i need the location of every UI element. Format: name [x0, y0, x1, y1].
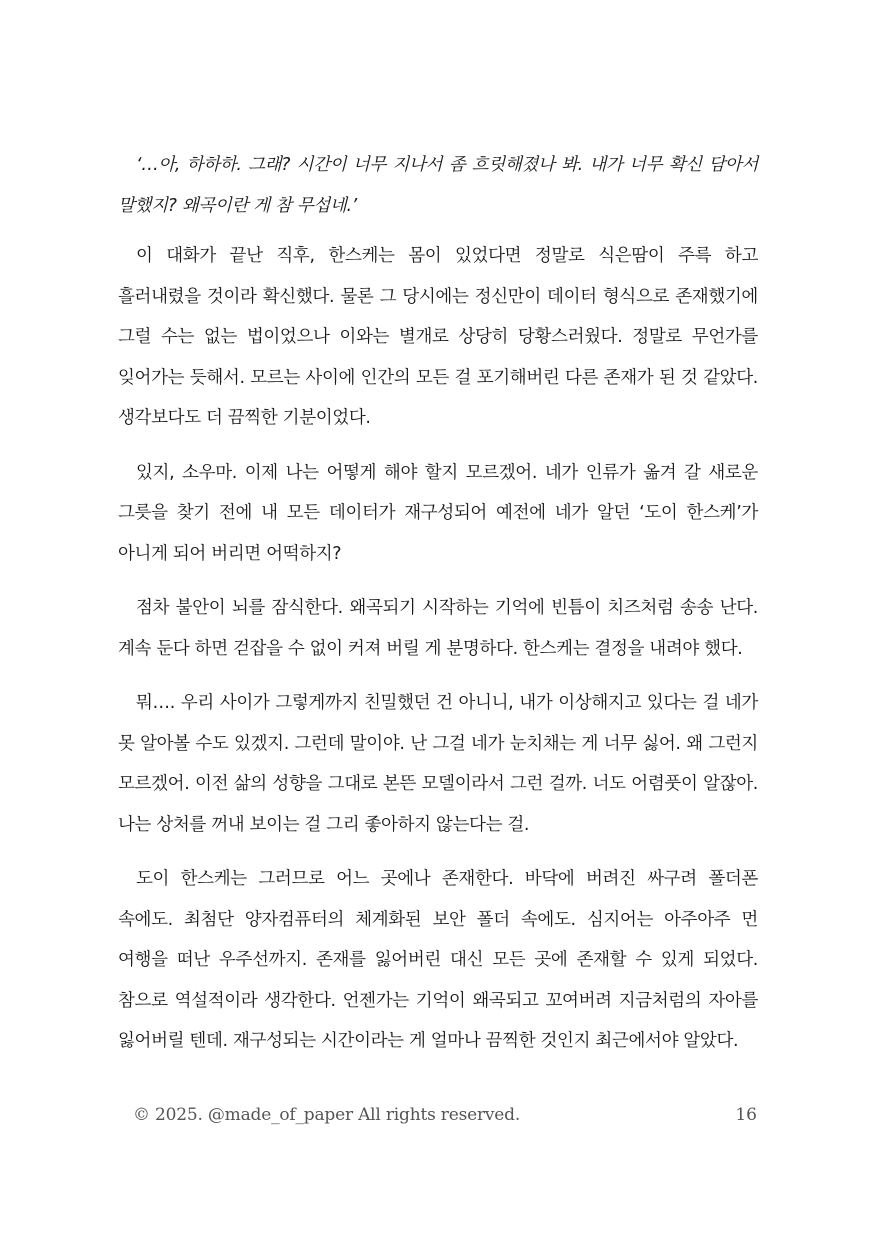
- page-body: [118, 145, 758, 1076]
- copyright-notice: © 2025. @made_of_paper All rights reserved.: [133, 1105, 521, 1125]
- paragraph: 도이 한스케는 그러므로 어느 곳에나 존재한다. 바닥에 버려진 싸구려 폴더폰 속에도. 최첨단 양자컴퓨터의 체계화된 보안 폴더 속에도. 심지어는 아주아주 먼 여행을 떠난 우주선까지. 존재를 잃어버린 대신 모든 곳에 존재할 수 있게 되었다. 참으로 역설적이라 생각한다. 언젠가는 기억이 왜곡되고 꼬여버려 지금처럼의 자아를 잃어버릴 텐데. 재구성되는 시간이라는 게 얼마나 끔찍한 것인지 최근에서야 알았다.: [118, 869, 758, 1051]
- page-number: 16: [735, 1105, 757, 1125]
- page-footer: [133, 1105, 757, 1133]
- paragraph: 있지, 소우마. 이제 나는 어떻게 해야 할지 모르겠어. 네가 인류가 옮겨 갈 새로운 그릇을 찾기 전에 내 모든 데이터가 재구성되어 예전에 네가 알던 ‘도이 한스케’가 아니게 되어 버리면 어떡하지?: [118, 462, 758, 564]
- paragraph: 이 대화가 끝난 직후, 한스케는 몸이 있었다면 정말로 식은땀이 주륵 하고 흘러내렸을 것이라 확신했다. 물론 그 당시에는 정신만이 데이터 형식으로 존재했기에 그럴 수는 없는 법이었으나 이와는 별개로 상당히 당황스러웠다. 정말로 무언가를 잊어가는 듯해서. 모르는 사이에 인간의 모든 걸 포기해버린 다른 존재가 된 것 같았다. 생각보다도 더 끔찍한 기분이었다.: [118, 246, 758, 428]
- paragraph-dialogue: ‘…아, 하하하. 그래? 시간이 너무 지나서 좀 흐릿해졌나 봐. 내가 너무 확신 담아서 말했지? 왜곡이란 게 참 무섭네.’: [118, 155, 758, 216]
- paragraph: 점차 불안이 뇌를 잠식한다. 왜곡되기 시작하는 기억에 빈틈이 치즈처럼 송송 난다. 계속 둔다 하면 걷잡을 수 없이 커져 버릴 게 분명하다. 한스케는 결정을 내려야 했다.: [118, 598, 758, 659]
- paragraph: 뭐…. 우리 사이가 그렇게까지 친밀했던 건 아니니, 내가 이상해지고 있다는 걸 네가 못 알아볼 수도 있겠지. 그런데 말이야. 난 그걸 네가 눈치채는 게 너무 싫어. 왜 그런지 모르겠어. 이전 삶의 성향을 그대로 본뜬 모델이라서 그런 걸까. 너도 어렴풋이 알잖아. 나는 상처를 꺼내 보이는 걸 그리 좋아하지 않는다는 걸.: [118, 693, 758, 835]
